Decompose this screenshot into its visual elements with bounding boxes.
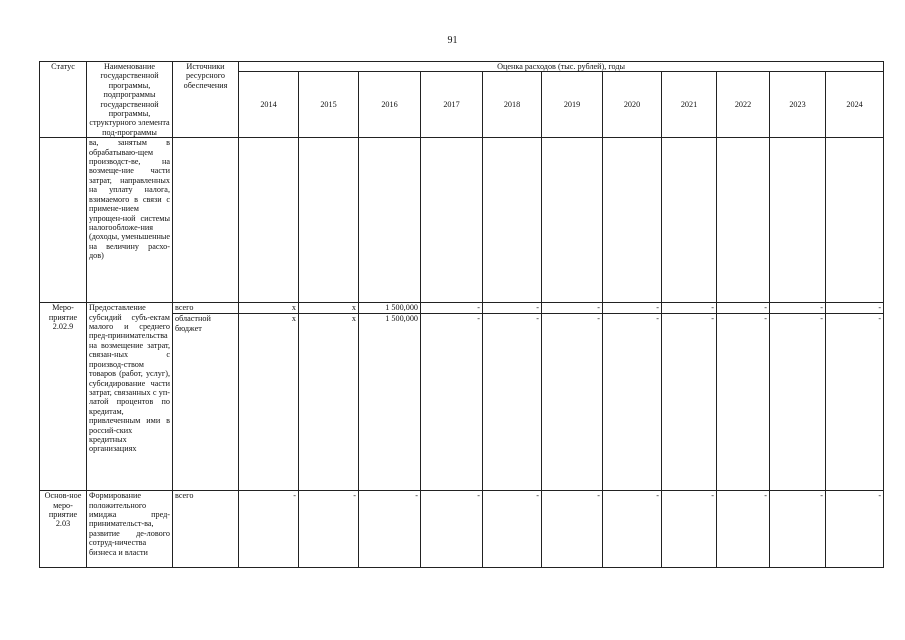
row-name: ва, занятым в обрабатываю-щем производст-ве, на возмеще-ние части затрат, направленных на уплату налога, взимаемого в связи с примене-нием упрощен-ной системы налогообложе-ния (доходы, уменьшенные на величину расхо-дов)	[87, 138, 173, 303]
value-cell: -	[542, 314, 603, 491]
row-status: Меро-приятие 2.02.9	[40, 303, 87, 491]
value-cell: 1 500,000	[359, 303, 421, 314]
header-source: Источники ресурсного обеспечения	[173, 62, 239, 138]
page-number: 91	[447, 35, 458, 46]
value-cell: -	[717, 303, 770, 314]
year-header: 2024	[826, 72, 884, 138]
row-source: всего	[173, 303, 239, 314]
value-cell: x	[299, 314, 359, 491]
row-status: Основ-ное меро-приятие 2.03	[40, 491, 87, 568]
value-cell: -	[717, 314, 770, 491]
value-cell: -	[826, 491, 884, 568]
row-source	[173, 138, 239, 303]
year-header: 2019	[542, 72, 603, 138]
budget-table	[39, 61, 884, 568]
value-cell: -	[421, 491, 483, 568]
value-cell: -	[770, 303, 826, 314]
value-cell: -	[359, 491, 421, 568]
header-row	[40, 62, 884, 72]
value-cell: -	[662, 314, 717, 491]
row-name: Формирование положительного имиджа пред-принимательст-ва, развитие де-лового сотруд-ничества бизнеса и власти	[87, 491, 173, 568]
year-header: 2016	[359, 72, 421, 138]
value-cell: -	[483, 303, 542, 314]
row-source: всего	[173, 491, 239, 568]
year-header: 2017	[421, 72, 483, 138]
value-cell: -	[770, 491, 826, 568]
header-status: Статус	[40, 62, 87, 138]
row-name: Предоставление субсидий субъ-ектам малого и среднего пред-принимательства на возмещение затрат, связан-ных с производ-ством товаров (работ, услуг), субсидирование части затрат, связанных с уп-латой процентов по кредитам, привлеченным ими в россий-ских кредитных организациях	[87, 303, 173, 491]
year-header: 2023	[770, 72, 826, 138]
value-cell: -	[421, 314, 483, 491]
value-cell: x	[299, 303, 359, 314]
value-cell: -	[826, 314, 884, 491]
year-header: 2014	[239, 72, 299, 138]
year-header: 2018	[483, 72, 542, 138]
value-cell: -	[770, 314, 826, 491]
year-header: 2020	[603, 72, 662, 138]
row-source: областной бюджет	[173, 314, 239, 491]
value-cell: x	[239, 314, 299, 491]
value-cell: -	[603, 491, 662, 568]
value-cell: -	[603, 314, 662, 491]
year-header: 2021	[662, 72, 717, 138]
row-status	[40, 138, 87, 303]
year-header: 2015	[299, 72, 359, 138]
header-expenses: Оценка расходов (тыс. рублей), годы	[239, 62, 884, 72]
value-cell: -	[483, 314, 542, 491]
table-row	[40, 303, 884, 314]
value-cell: -	[826, 303, 884, 314]
table-row	[40, 138, 884, 303]
value-cell: -	[603, 303, 662, 314]
value-cell: -	[662, 303, 717, 314]
year-header: 2022	[717, 72, 770, 138]
value-cell: -	[421, 303, 483, 314]
value-cell: 1 500,000	[359, 314, 421, 491]
value-cell: -	[239, 491, 299, 568]
header-name: Наименование государственной программы, подпрограммы государственной программы, структурного элемента под-программы	[87, 62, 173, 138]
value-cell: -	[299, 491, 359, 568]
table-row	[40, 491, 884, 568]
value-cell: -	[542, 491, 603, 568]
value-cell: -	[542, 303, 603, 314]
value-cell: x	[239, 303, 299, 314]
value-cell: -	[483, 491, 542, 568]
value-cell: -	[662, 491, 717, 568]
value-cell: -	[717, 491, 770, 568]
